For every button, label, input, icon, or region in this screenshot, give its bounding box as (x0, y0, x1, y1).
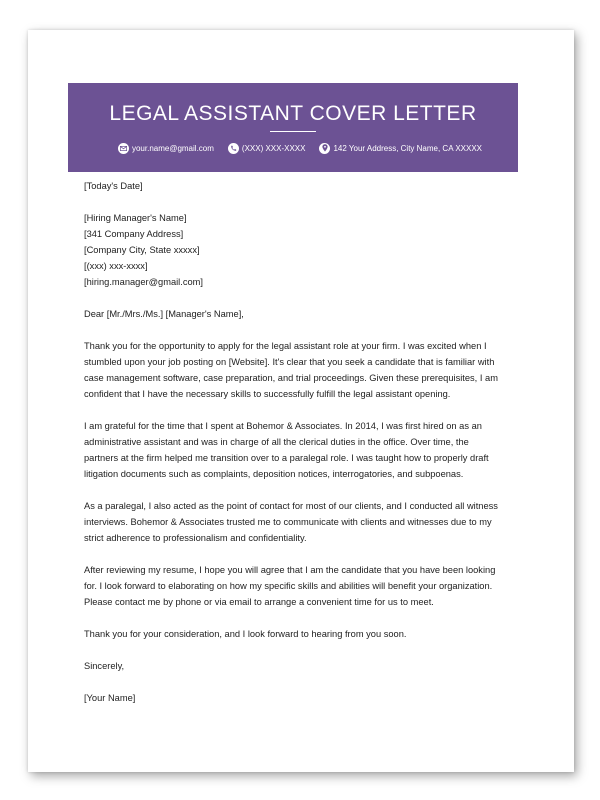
contact-row (0, 140, 600, 156)
paragraph-line: Thank you for the opportunity to apply for the legal assistant role at your firm. I was excited when I (84, 341, 487, 351)
email-icon (118, 143, 129, 154)
paragraph-line: for. I look forward to elaborating on how my specific skills and abilities will benefit your organization. (84, 581, 493, 591)
paragraph-line: administrative assistant and was in charge of all the clerical duties in the office. Over time, the (84, 437, 469, 447)
paragraph-line: After reviewing my resume, I hope you will agree that I am the candidate that you have been looking (84, 565, 496, 575)
paragraph-line: Please contact me by phone or via email to arrange a convenient time for us to meet. (84, 597, 434, 607)
paragraph-paralegal (84, 498, 524, 546)
paragraph-line: confident that I have the necessary skills to successfully fulfill the legal assistant opening. (84, 389, 451, 399)
recipient-city: [Company City, State xxxxx] (84, 245, 200, 255)
letter-body (84, 178, 524, 706)
paragraph-intro (84, 338, 524, 402)
paragraph-thanks: Thank you for your consideration, and I look forward to hearing from you soon. (84, 629, 407, 639)
paragraph-line: I am grateful for the time that I spent at Bohemor & Associates. In 2014, I was first hired on as an (84, 421, 482, 431)
signature-name: [Your Name] (84, 693, 136, 703)
title-divider (270, 131, 316, 132)
paragraph-line: As a paralegal, I also acted as the point of contact for most of our clients, and I conducted all witness (84, 501, 498, 511)
paragraph-line: litigation documents such as complaints, deposition notices, interrogatories, and subpoenas. (84, 469, 464, 479)
recipient-phone: [(xxx) xxx-xxxx] (84, 261, 148, 271)
document-title: LEGAL ASSISTANT COVER LETTER (109, 102, 477, 125)
recipient-email: [hiring.manager@gmail.com] (84, 277, 203, 287)
paragraph-line: strict adherence to professionalism and confidentiality. (84, 533, 307, 543)
phone-text: (XXX) XXX-XXXX (241, 143, 306, 153)
contact-phone (228, 143, 306, 154)
phone-icon (228, 143, 239, 154)
recipient-address: [341 Company Address] (84, 229, 184, 239)
paragraph-closing-pitch (84, 562, 524, 610)
header-banner (68, 83, 518, 172)
address-text: 142 Your Address, City Name, CA XXXXX (333, 143, 483, 153)
recipient-name: [Hiring Manager's Name] (84, 213, 187, 223)
date-line: [Today's Date] (84, 181, 143, 191)
email-text: your.name@gmail.com (131, 143, 214, 153)
closing-line: Sincerely, (84, 661, 125, 671)
paragraph-line: stumbled upon your job posting on [Website]. It's clear that you seek a candidate that is familiar with (84, 357, 495, 367)
salutation: Dear [Mr./Mrs./Ms.] [Manager's Name], (84, 309, 244, 319)
contact-email (118, 143, 214, 154)
paragraph-line: interviews. Bohemor & Associates trusted me to communicate with clients and witnesses due to my (84, 517, 492, 527)
recipient-block (84, 210, 524, 290)
paragraph-line: partners at the firm helped me transition over to a paralegal role. I was taught how to properly draft (84, 453, 489, 463)
paragraph-experience (84, 418, 524, 482)
location-pin-icon (319, 143, 330, 154)
paragraph-line: case management software, case preparation, and trial proceedings. Given these prerequisites, I am (84, 373, 498, 383)
contact-address (319, 143, 482, 154)
